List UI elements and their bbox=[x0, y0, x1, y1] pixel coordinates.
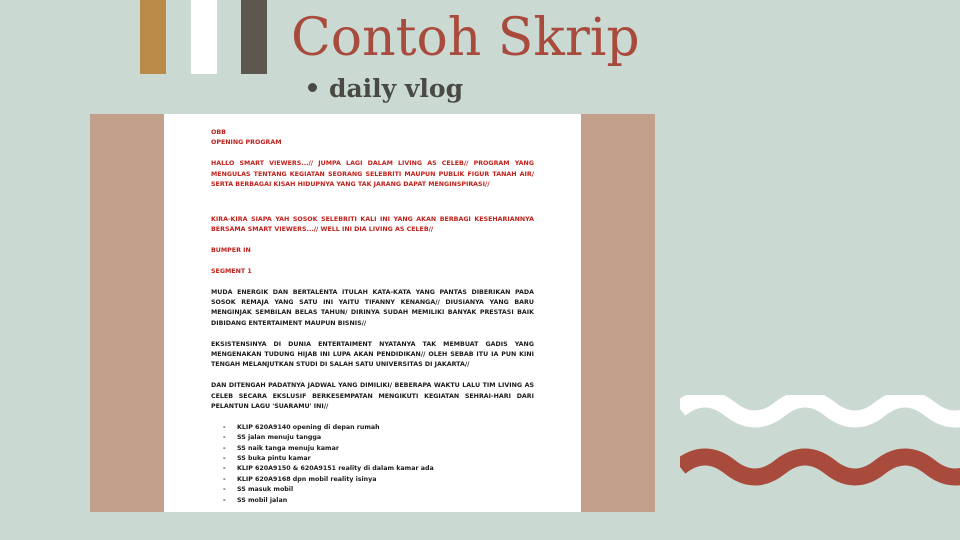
list-item: - SS naik tanga menuju kamar bbox=[211, 444, 534, 454]
subtitle-text: daily vlog bbox=[329, 74, 464, 103]
list-item: - SS buka pintu kamar bbox=[211, 454, 534, 464]
document-page bbox=[164, 114, 581, 512]
bumper-heading: BUMPER IN bbox=[211, 247, 251, 255]
list-item: - SS jalan menuju tangga bbox=[211, 433, 534, 443]
bullet-icon bbox=[308, 83, 317, 92]
segment-heading: SEGMENT 1 bbox=[211, 267, 252, 275]
intro-paragraph-2: KIRA-KIRA SIAPA YAH SOSOK SELEBRITI KALI INI YANG AKAN BERBAGI KESEHARIANNYA BERSAMA SMART VIEWERS...// WELL INI DIA LIVING AS CELEB// bbox=[211, 215, 534, 234]
slide-title: Contoh Skrip bbox=[291, 8, 640, 68]
segment-paragraph-2: EKSISTENSINYA DI DUNIA ENTERTAIMENT NYATANYA TAK MEMBUAT GADIS YANG MENGENAKAN TUDUNG HIJAB INI LUPA AKAN PENDIDIKAN// OLEH SEBAB ITU IA PUN KINI TENGAH MELANJUTKAN STUDI DI SALAH SATU UNIVERSITAS DI JAKARTA// bbox=[211, 340, 534, 369]
decor-bar-dark bbox=[241, 0, 267, 74]
decor-bar-white bbox=[191, 0, 217, 74]
decor-waves bbox=[680, 395, 960, 515]
segment-paragraph-3: DAN DITENGAH PADATNYA JADWAL YANG DIMILIKI/ BEBERAPA WAKTU LALU TIM LIVING AS CELEB SECARA EKSLUSIF BERKESEMPATAN MENGIKUTI KEGIATAN SEHRAI-HARI DARI PELANTUN LAGU 'SUARAMU' INI// bbox=[211, 382, 534, 411]
script-document bbox=[211, 128, 534, 506]
decor-bar-gold bbox=[140, 0, 166, 74]
wave-white bbox=[680, 399, 960, 419]
obb-heading: OBB bbox=[211, 129, 226, 136]
wave-red bbox=[680, 457, 960, 477]
list-item: - KLIP 620A9140 opening di depan rumah bbox=[211, 423, 534, 433]
list-item: - SS masuk mobil bbox=[211, 485, 534, 495]
intro-paragraph: HALLO SMART VIEWERS...// JUMPA LAGI DALAM LIVING AS CELEB// PROGRAM YANG MENGULAS TENTANG KEGIATAN SEORANG SELEBRITI MAUPUN PUBLIK FIGUR TANAH AIR/ SERTA BERBAGAI KISAH HIDUPNYA YANG TAK JARANG DAPAT MENGINSPIRASI// bbox=[211, 160, 534, 189]
opening-heading: OPENING PROGRAM bbox=[211, 139, 282, 147]
shot-list bbox=[211, 423, 534, 506]
segment-paragraph-1: MUDA ENERGIK DAN BERTALENTA ITULAH KATA-KATA YANG PANTAS DIBERIKAN PADA SOSOK REMAJA YANG SATU INI YAITU TIFANNY KENANGA// DIUSIANYA YANG BARU MENGINJAK SEMBILAN BELAS TAHUN/ DIRINYA SUDAH MEMILIKI BANYAK PRESTASI BAIK DIBIDANG ENTERTAIMENT MAUPUN BISNIS// bbox=[211, 288, 534, 327]
list-item: - KLIP 620A9168 dpn mobil reality isinya bbox=[211, 475, 534, 485]
list-item: - KLIP 620A9150 & 620A9151 reality di dalam kamar ada bbox=[211, 464, 534, 474]
list-item: - SS mobil jalan bbox=[211, 496, 534, 506]
slide-subtitle bbox=[308, 74, 463, 103]
